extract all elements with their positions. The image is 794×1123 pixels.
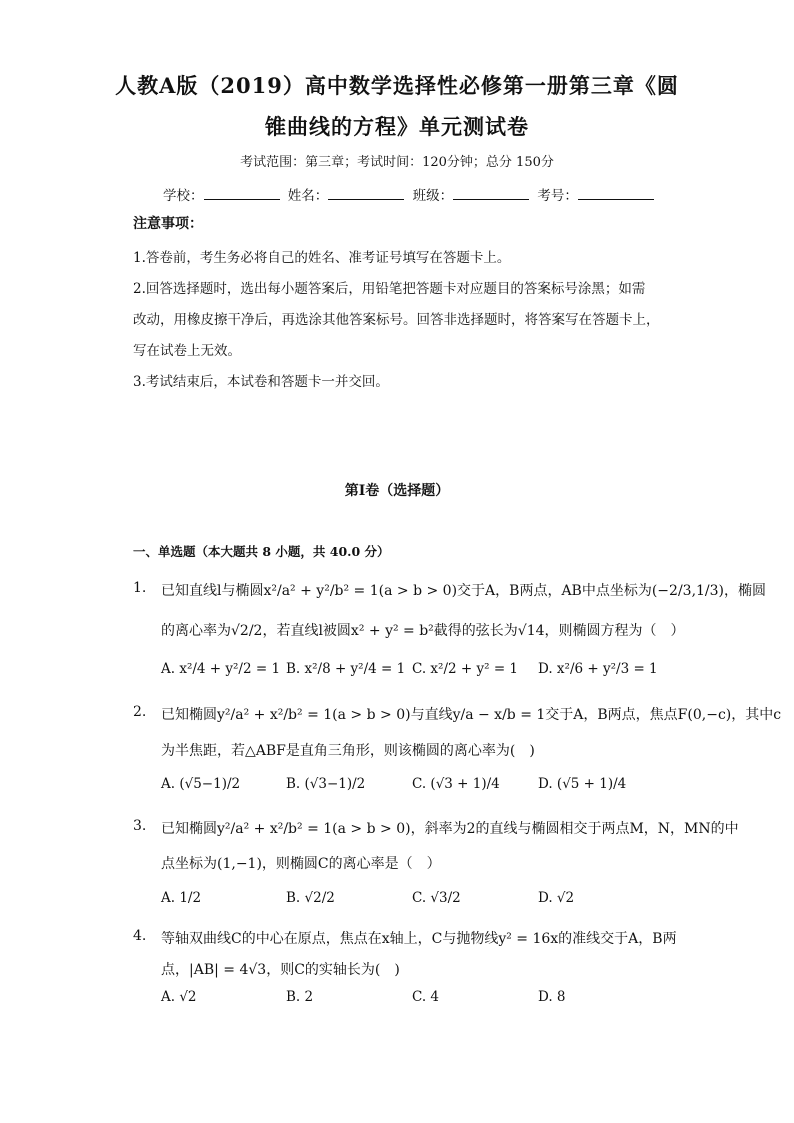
question-1-option-c[interactable]: C. x²/2 + y² = 1 (412, 661, 519, 677)
question-4-number: 4. (133, 928, 147, 944)
question-2-number: 2. (133, 704, 147, 720)
exam-number-label: 考号： (537, 188, 578, 204)
exam-info: 考试范围：第三章；考试时间：120分钟；总分 150分 (240, 155, 554, 170)
question-1-line-1: 已知直线l与椭圆x²/a² + y²/b² = 1(a > b > 0)交于A，B两点，AB中点坐标为(−2/3,1/3)，椭圆 (161, 583, 767, 599)
question-2-option-d[interactable]: D. (√5 + 1)/4 (538, 776, 627, 792)
question-1-number: 1. (133, 580, 147, 596)
question-2-option-c[interactable]: C. (√3 + 1)/4 (412, 776, 500, 792)
note-item-2-line-2: 改动，用橡皮擦干净后，再选涂其他答案标号。回答非选择题时，将答案写在答题卡上， (133, 312, 660, 328)
exam-number-blank[interactable] (578, 187, 654, 200)
note-item-3: 3.考试结束后，本试卷和答题卡一并交回。 (133, 374, 389, 390)
question-2-line-2: 为半焦距，若△ABF是直角三角形，则该椭圆的离心率为( ) (161, 743, 535, 759)
question-1-option-a[interactable]: A. x²/4 + y²/2 = 1 (161, 661, 281, 677)
class-blank[interactable] (453, 187, 529, 200)
question-3-option-d[interactable]: D. √2 (538, 890, 575, 906)
school-label: 学校： (163, 188, 204, 204)
question-3-line-2: 点坐标为(1,−1)，则椭圆C的离心率是（ ） (161, 856, 441, 872)
question-3-number: 3. (133, 818, 147, 834)
title-line-1: 人教A版（2019）高中数学选择性必修第一册第三章《圆 (115, 73, 679, 98)
part-title: 一、单选题（本大题共 8 小题，共 40.0 分） (133, 544, 390, 559)
question-3-option-b[interactable]: B. √2/2 (286, 890, 335, 906)
note-item-1: 1.答卷前，考生务必将自己的姓名、准考证号填写在答题卡上。 (133, 250, 511, 266)
name-label: 姓名： (287, 188, 329, 204)
question-4-option-c[interactable]: C. 4 (412, 989, 440, 1005)
question-4-line-2: 点，|AB| = 4√3，则C的实轴长为( ) (161, 962, 400, 978)
question-2-option-a[interactable]: A. (√5−1)/2 (161, 776, 241, 792)
question-1-option-d[interactable]: D. x²/6 + y²/3 = 1 (538, 661, 658, 677)
question-1-option-b[interactable]: B. x²/8 + y²/4 = 1 (286, 661, 406, 677)
question-3-option-c[interactable]: C. √3/2 (412, 890, 461, 906)
notes-heading: 注意事项： (133, 216, 203, 232)
volume-title: 第I卷（选择题） (344, 483, 450, 499)
title-line-2: 锥曲线的方程》单元测试卷 (265, 114, 529, 139)
question-2-line-1: 已知椭圆y²/a² + x²/b² = 1(a > b > 0)与直线y/a − x/b = 1交于A，B两点，焦点F(0,−c)，其中c (161, 707, 782, 723)
student-info-row (163, 184, 658, 204)
question-3-option-a[interactable]: A. 1/2 (161, 890, 202, 906)
question-4-line-1: 等轴双曲线C的中心在原点，焦点在x轴上，C与抛物线y² = 16x的准线交于A，B两 (161, 931, 677, 947)
question-4-option-d[interactable]: D. 8 (538, 989, 566, 1005)
note-item-2-line-1: 2.回答选择题时，选出每小题答案后，用铅笔把答题卡对应题目的答案标号涂黑；如需 (133, 281, 646, 297)
question-2-option-b[interactable]: B. (√3−1)/2 (286, 776, 366, 792)
school-blank[interactable] (204, 187, 280, 200)
question-4-option-a[interactable]: A. √2 (161, 989, 197, 1005)
name-blank[interactable] (328, 187, 404, 200)
class-label: 班级： (412, 188, 454, 204)
question-3-line-1: 已知椭圆y²/a² + x²/b² = 1(a > b > 0)，斜率为2的直线与椭圆相交于两点M，N，MN的中 (161, 821, 739, 837)
note-item-2-line-3: 写在试卷上无效。 (133, 343, 241, 359)
question-4-option-b[interactable]: B. 2 (286, 989, 314, 1005)
question-1-line-2: 的离心率为√2/2，若直线l被圆x² + y² = b²截得的弦长为√14，则椭圆方程为（ ） (161, 623, 685, 639)
